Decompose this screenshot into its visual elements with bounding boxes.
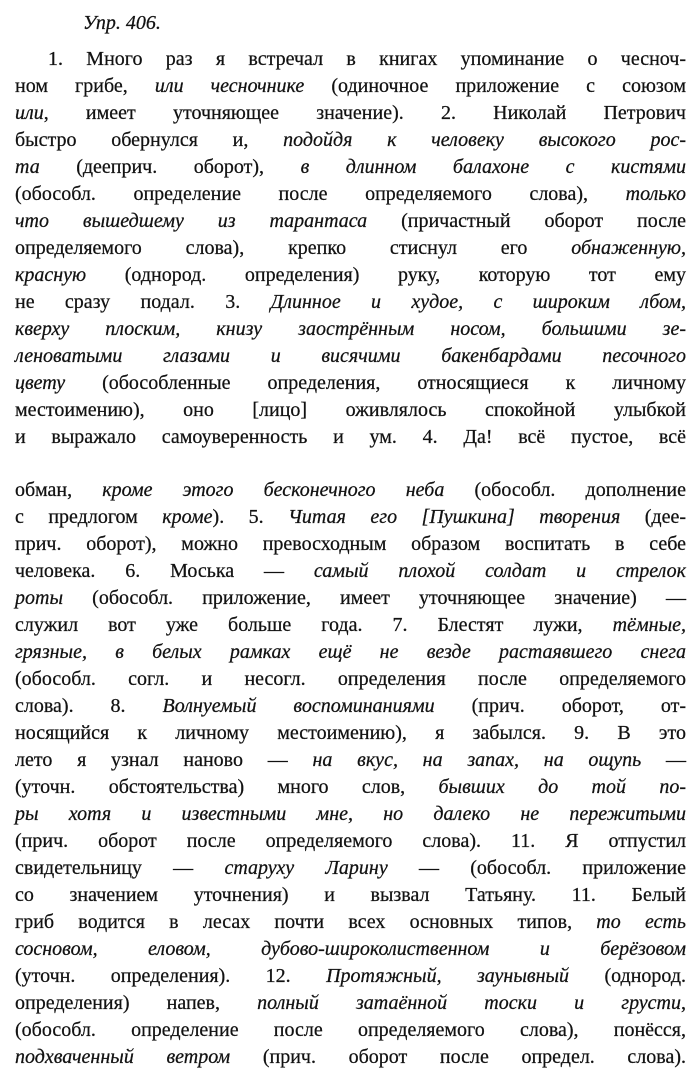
text-line — [15, 154, 686, 181]
text-run-italic: старуху Ларину — [224, 857, 388, 879]
text-run-italic: подхваченный ветром — [15, 1046, 231, 1068]
text-run: носящийся к личному местоимению), я забылся. 9. В это — [15, 722, 686, 744]
text-run-italic: подойдя к человеку высокого рос- — [283, 129, 686, 151]
text-run-italic: Волнуемый воспоминаниями — [162, 695, 435, 717]
text-run: (причастный оборот после — [367, 210, 686, 232]
text-line — [15, 531, 686, 558]
text-run-italic: бывших до той по- — [438, 776, 686, 798]
text-line — [15, 801, 686, 828]
text-run: (прич. оборот после определ. слова). — [230, 1046, 687, 1068]
text-run: 1. Много раз я встречал в книгах упоминание о чесноч- — [48, 48, 686, 70]
text-line — [15, 774, 686, 801]
text-line — [15, 693, 686, 720]
text-run-italic: та — [15, 156, 40, 178]
text-run: лето я узнал наново — — [15, 749, 313, 771]
text-run-italic: ры хотя и известными мне, но далеко не пережитыми — [15, 803, 686, 825]
text-run-italic: Протяжный, заунывный — [326, 965, 570, 987]
text-run: человека. 6. Моська — — [15, 560, 314, 582]
text-run: (обособл. согл. и несогл. определения после определяемого — [15, 668, 686, 690]
text-line — [15, 316, 686, 343]
text-run: служил вот уже больше года. 7. Блестят лужи, — [15, 614, 613, 636]
text-run-italic: кроме — [162, 506, 213, 528]
text-run: местоимению), оно [лицо] оживлялось спокойной улыбкой — [15, 399, 686, 421]
text-run-italic: Длинное и худое, с широким лбом, — [270, 291, 686, 313]
text-line — [15, 262, 686, 289]
text-run: , — [681, 992, 686, 1014]
text-run: (прич. оборот после определяемого слова). 11. Я отпустил — [15, 830, 686, 852]
text-run-italic: только — [625, 183, 686, 205]
text-run: (прич. оборот, от- — [434, 695, 686, 717]
text-line — [15, 127, 686, 154]
text-run: ). 5. — [212, 506, 289, 528]
text-run-italic: полный затаённой тоски и грусти — [257, 992, 681, 1014]
text-run: со значением уточнения) и вызвал Татьяну. 11. Белый — [15, 884, 686, 906]
text-line — [15, 612, 686, 639]
text-line — [15, 397, 686, 424]
text-run: определяемого слова), крепко стиснул его — [15, 237, 572, 259]
text-line — [15, 504, 686, 531]
text-run-italic: кроме этого бесконечного неба — [102, 479, 445, 501]
text-line — [15, 181, 686, 208]
text-line — [15, 370, 686, 397]
text-run: не сразу подал. 3. — [15, 291, 271, 313]
text-run-italic: или чесночнике — [154, 75, 305, 97]
text-run-italic: самый плохой солдат и стрелок — [313, 560, 686, 582]
text-run: (одиночное приложение с союзом — [304, 75, 686, 97]
text-line — [15, 828, 686, 855]
text-run: (обособл. дополнение — [444, 479, 686, 501]
text-line — [15, 747, 686, 774]
text-run-italic: грязные, в белых рамках ещё не везде растаявшего снега — [15, 641, 686, 663]
text-run: — — [641, 749, 686, 771]
text-run: — (обособл. приложение — [387, 857, 686, 879]
text-run-italic: Читая его [Пушкина] творения — [288, 506, 621, 528]
text-line — [15, 424, 686, 451]
text-line — [15, 720, 686, 747]
text-run: (уточн. обстоятельства) много слов, — [15, 776, 439, 798]
text-run-italic: на вкус, на запах, на ощупь — [312, 749, 642, 771]
text-line — [15, 666, 686, 693]
text-line — [15, 100, 686, 127]
text-run: (обособленные определения, относящиеся к личному — [65, 372, 686, 394]
text-line — [15, 343, 686, 370]
text-run-italic: в длинном балахоне с кистями — [300, 156, 686, 178]
text-run: (уточн. определения). 12. — [15, 965, 327, 987]
text-line — [15, 46, 686, 73]
text-run-italic: что вышедшему из тарантаса — [15, 210, 368, 232]
text-run: быстро обернулся и, — [15, 129, 284, 151]
text-line — [15, 73, 686, 100]
paragraph — [15, 46, 686, 451]
text-line — [15, 909, 686, 936]
text-run: прич. оборот), можно превосходным образом воспитать в себе — [15, 533, 686, 555]
text-line — [15, 585, 686, 612]
exercise-heading: Упр. 406. — [83, 12, 161, 34]
text-line — [15, 882, 686, 909]
text-run: и выражало самоуверенность и ум. 4. Да! всё пустое, всё — [15, 426, 686, 448]
paragraph — [15, 477, 686, 1071]
text-run-italic: цвету — [15, 372, 66, 394]
text-line — [15, 855, 686, 882]
text-run: свидетельницу — — [15, 857, 225, 879]
text-run: ном грибе, — [15, 75, 155, 97]
text-line — [15, 208, 686, 235]
text-run: с предлогом — [15, 506, 163, 528]
text-line — [15, 639, 686, 666]
text-run-italic: тёмные, — [612, 614, 686, 636]
text-run-italic: сосновом, еловом, дубово-широколиственном и берёзовом — [15, 938, 686, 960]
text-run-italic: леноватыми глазами и висячими бакенбардами песочного — [15, 345, 686, 367]
text-run-italic: красную — [15, 264, 87, 286]
text-run-italic: обнаженную, — [571, 237, 686, 259]
text-run-italic: кверху плоским, книзу заострённым носом, большими зе- — [15, 318, 686, 340]
text-run: (обособл. определение после определяемого слова), понёсся, — [15, 1019, 686, 1041]
text-run: (дееприч. оборот), — [39, 156, 301, 178]
text-line — [15, 477, 686, 504]
text-run: (однород. — [569, 965, 686, 987]
text-run-italic: то есть — [596, 911, 686, 933]
text-line — [15, 1017, 686, 1044]
text-run: (дее- — [620, 506, 686, 528]
text-line — [15, 235, 686, 262]
text-run-italic: или — [15, 102, 44, 124]
text-run: определения) напев, — [15, 992, 258, 1014]
text-run: (обособл. определение после определяемого слова), — [15, 183, 626, 205]
text-run: обман, — [15, 479, 103, 501]
text-run: слова). 8. — [15, 695, 163, 717]
text-run: (обособл. приложение, имеет уточняющее значение) — — [63, 587, 686, 609]
text-run: , имеет уточняющее значение). 2. Николай Петрович — [43, 102, 686, 124]
text-line — [15, 558, 686, 585]
text-line — [15, 936, 686, 963]
text-line — [15, 963, 686, 990]
text-run: гриб водится в лесах почти всех основных типов, — [15, 911, 597, 933]
text-line — [15, 289, 686, 316]
text-line — [15, 990, 686, 1017]
paragraphs-container — [15, 46, 686, 1071]
text-run: (однород. определения) руку, которую тот ему — [86, 264, 686, 286]
text-run-italic: роты — [15, 587, 63, 609]
text-line — [15, 1044, 686, 1071]
